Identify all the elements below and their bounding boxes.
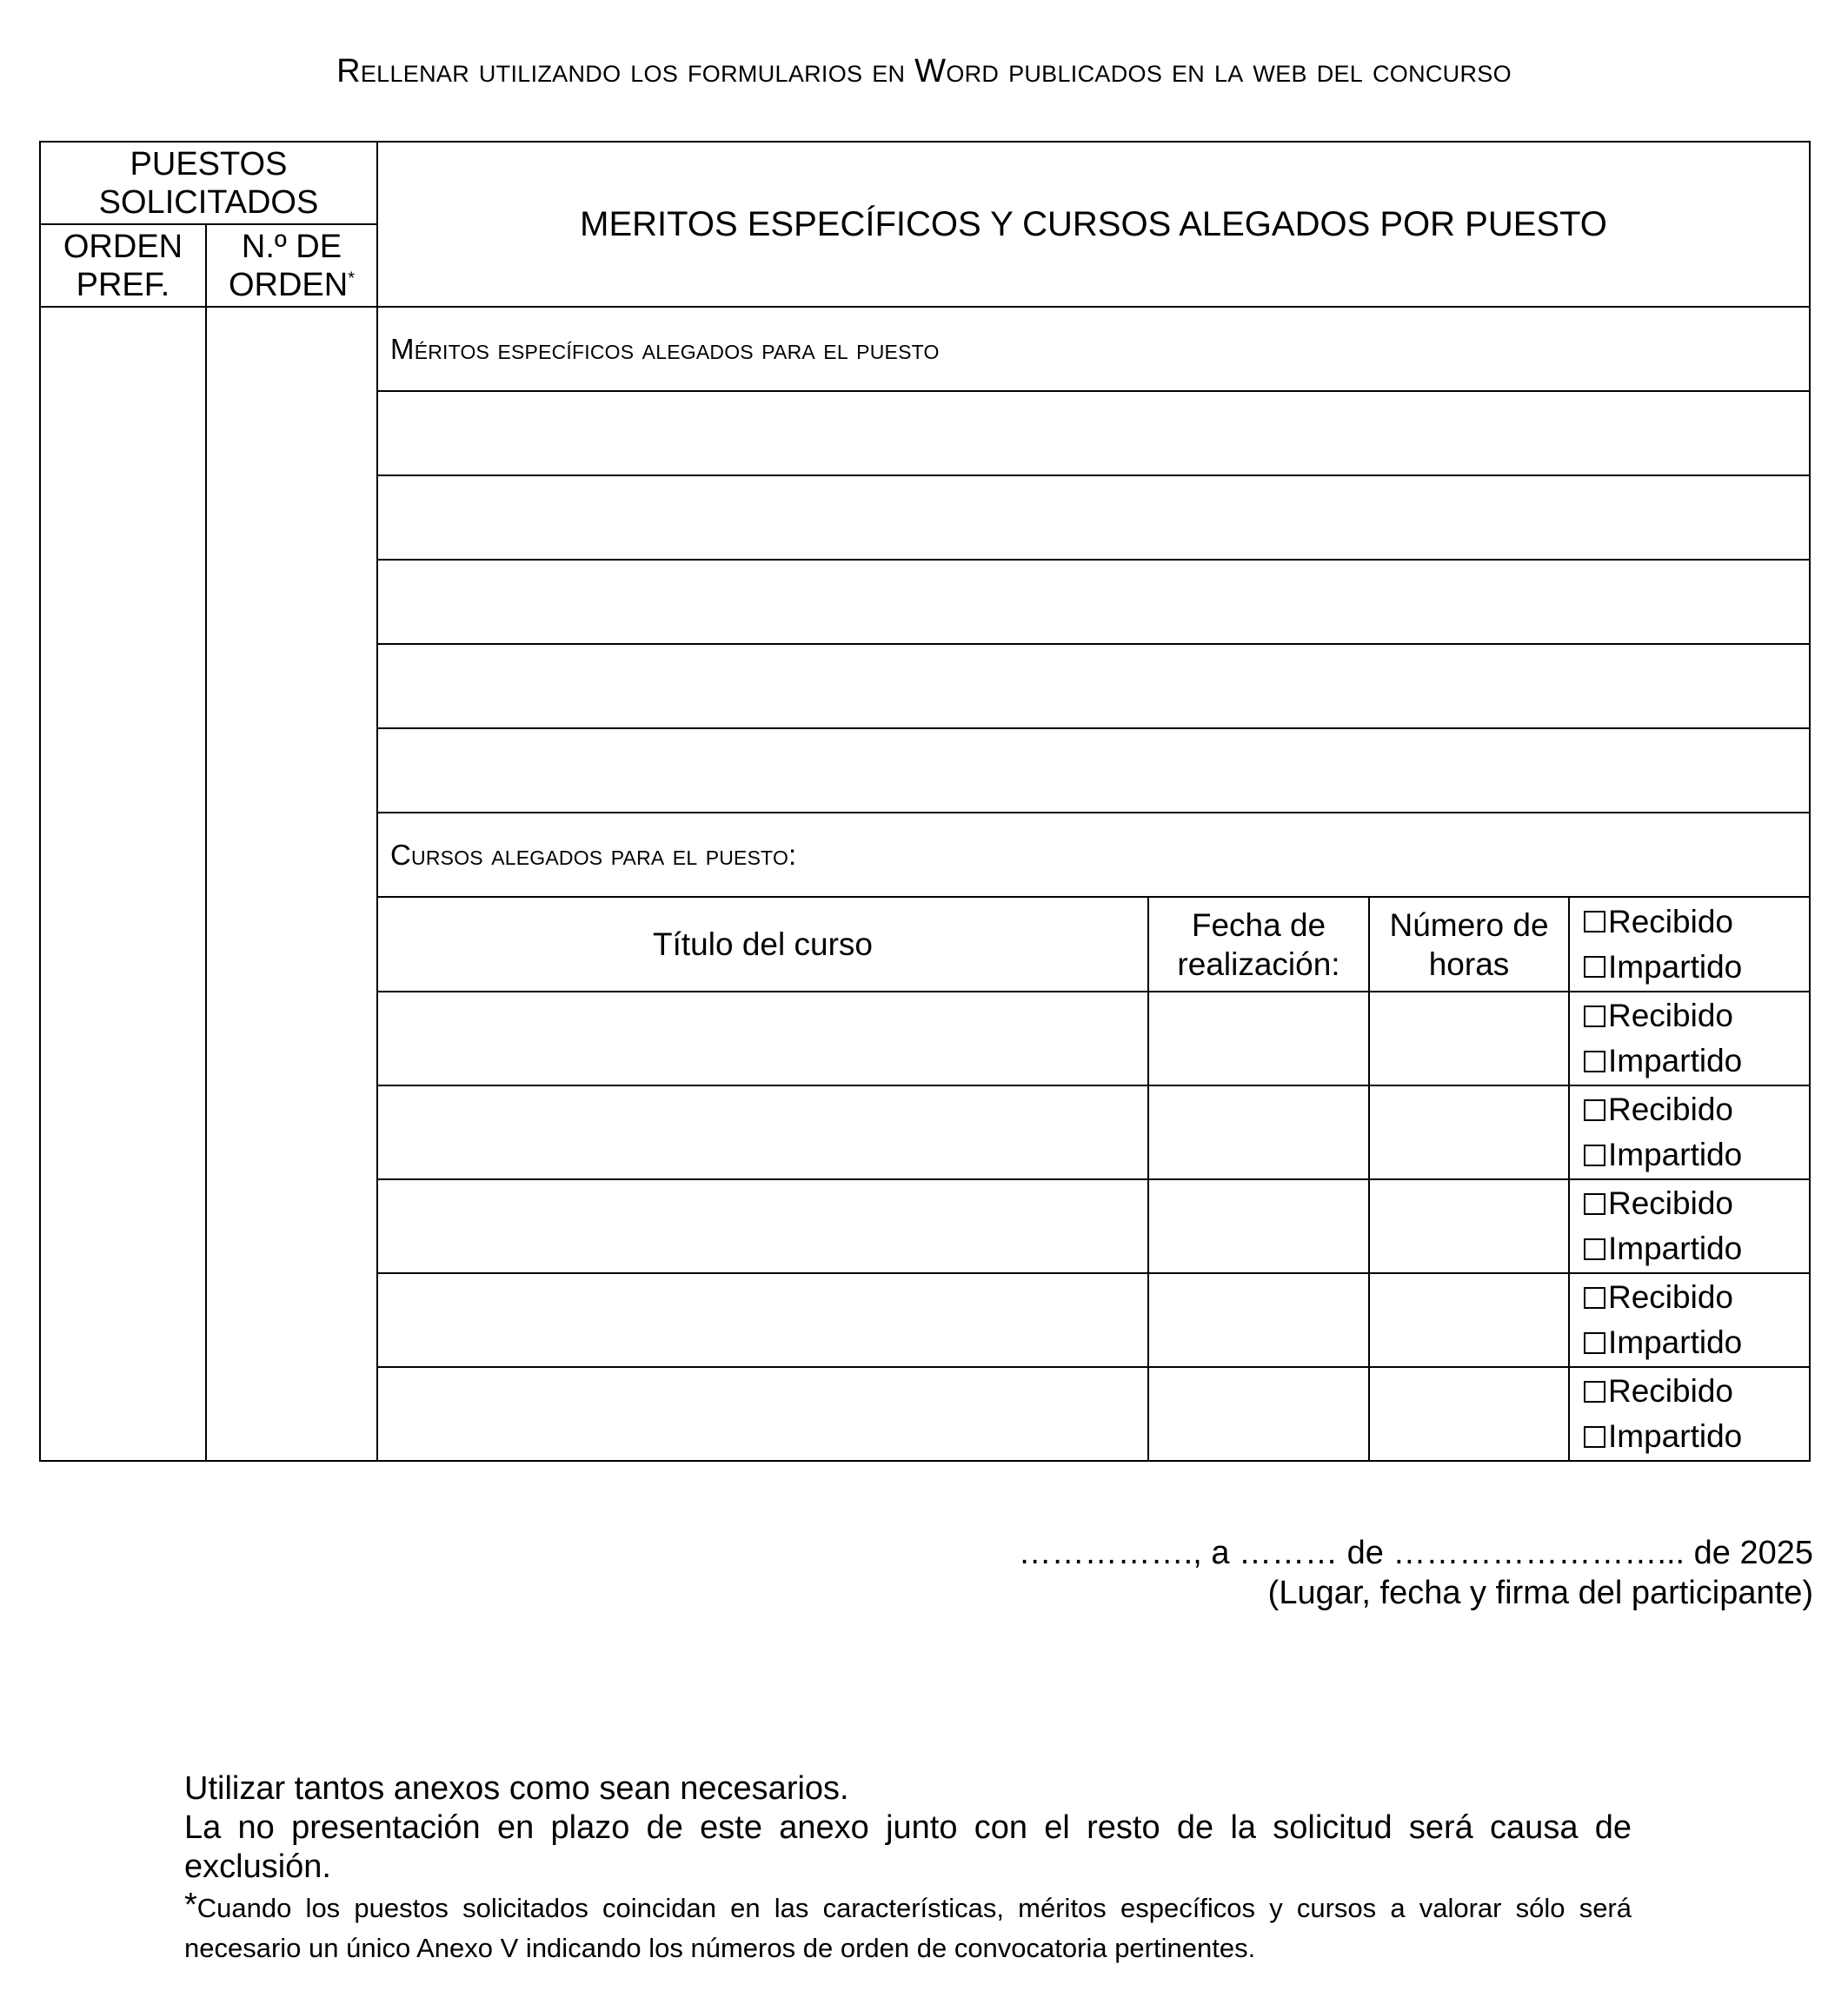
impartido-label: Impartido bbox=[1608, 1231, 1743, 1266]
recibido-label: Recibido bbox=[1608, 1185, 1733, 1221]
n-orden-asterisk: * bbox=[348, 268, 356, 288]
recibido-label: Recibido bbox=[1608, 1373, 1733, 1409]
col-horas-line2: horas bbox=[1428, 946, 1510, 982]
col-horas-line1: Número de bbox=[1389, 906, 1549, 943]
impartido-checkbox[interactable] bbox=[1584, 1332, 1605, 1354]
signature-block bbox=[1019, 1533, 1813, 1613]
orden-pref-line2: PREF. bbox=[76, 266, 170, 303]
n-orden-line1: N.º DE bbox=[241, 228, 342, 265]
curso-horas-input[interactable] bbox=[1369, 1085, 1569, 1179]
meritos-section-text: Méritos específicos alegados para el puesto bbox=[390, 332, 940, 365]
n-orden-input[interactable] bbox=[206, 307, 377, 1461]
recibido-checkbox[interactable] bbox=[1584, 1381, 1605, 1403]
curso-horas-input[interactable] bbox=[1369, 992, 1569, 1085]
impartido-checkbox[interactable] bbox=[1584, 1051, 1605, 1072]
n-orden-header bbox=[206, 224, 377, 307]
impartido-label: Impartido bbox=[1608, 1324, 1743, 1360]
signature-caption: (Lugar, fecha y firma del participante) bbox=[1267, 1575, 1813, 1611]
merito-input-row[interactable] bbox=[377, 644, 1810, 728]
curso-fecha-input[interactable] bbox=[1148, 1367, 1369, 1461]
recibido-checkbox[interactable] bbox=[1584, 1099, 1605, 1121]
anexo-form-table bbox=[39, 141, 1811, 1462]
course-type-options bbox=[1569, 897, 1810, 992]
footnote-line3: Cuando los puestos solicitados coincidan en las características, méritos específicos y cursos a valorar sólo será necesario un único Anexo V indicando los números de orden de convocatoria pertinentes. bbox=[184, 1893, 1632, 1963]
curso-fecha-input[interactable] bbox=[1148, 1085, 1369, 1179]
curso-fecha-input[interactable] bbox=[1148, 992, 1369, 1085]
merito-input-row[interactable] bbox=[377, 560, 1810, 644]
curso-titulo-input[interactable] bbox=[377, 1367, 1148, 1461]
curso-horas-input[interactable] bbox=[1369, 1367, 1569, 1461]
footnote-line2: La no presentación en plazo de este anexo junto con el resto de la solicitud será causa de exclusión. bbox=[184, 1809, 1632, 1885]
puestos-solicitados-header bbox=[40, 142, 377, 224]
recibido-label: Recibido bbox=[1608, 1092, 1733, 1127]
course-type-options bbox=[1569, 1085, 1810, 1179]
puestos-label-line2: SOLICITADOS bbox=[98, 183, 319, 221]
col-fecha-line1: Fecha de bbox=[1191, 906, 1326, 943]
header-note: Rellenar utilizando los formularios en Word publicados en la web del concurso bbox=[336, 53, 1512, 90]
merito-input-row[interactable] bbox=[377, 475, 1810, 560]
curso-titulo-input[interactable] bbox=[377, 992, 1148, 1085]
footnote-line1: Utilizar tantos anexos como sean necesarios. bbox=[184, 1770, 849, 1807]
n-orden-line2: ORDEN bbox=[228, 266, 349, 303]
impartido-checkbox[interactable] bbox=[1584, 1426, 1605, 1448]
curso-titulo-input[interactable] bbox=[377, 1273, 1148, 1367]
recibido-label: Recibido bbox=[1608, 1279, 1733, 1315]
course-type-options bbox=[1569, 1273, 1810, 1367]
col-fecha-header bbox=[1148, 897, 1369, 992]
place-date-line[interactable]: ……………., a ……… de ……………………... de 2025 bbox=[1018, 1535, 1813, 1571]
merito-input-row[interactable] bbox=[377, 728, 1810, 813]
col-titulo-header bbox=[377, 897, 1148, 992]
course-type-options bbox=[1569, 1179, 1810, 1273]
impartido-checkbox[interactable] bbox=[1584, 1238, 1605, 1260]
col-horas-header bbox=[1369, 897, 1569, 992]
footnote-star: * bbox=[184, 1887, 197, 1923]
recibido-label: Recibido bbox=[1608, 998, 1733, 1033]
curso-horas-input[interactable] bbox=[1369, 1179, 1569, 1273]
impartido-checkbox[interactable] bbox=[1584, 956, 1605, 978]
orden-pref-input[interactable] bbox=[40, 307, 206, 1461]
impartido-label: Impartido bbox=[1608, 948, 1743, 985]
impartido-label: Impartido bbox=[1608, 1418, 1743, 1454]
puestos-label-line1: PUESTOS bbox=[130, 145, 288, 183]
recibido-checkbox[interactable] bbox=[1584, 1193, 1605, 1215]
recibido-checkbox[interactable] bbox=[1584, 1006, 1605, 1027]
main-title: MERITOS ESPECÍFICOS Y CURSOS ALEGADOS POR PUESTO bbox=[580, 204, 1607, 243]
recibido-checkbox[interactable] bbox=[1584, 1287, 1605, 1309]
orden-pref-header bbox=[40, 224, 206, 307]
cursos-section-text: Cursos alegados para el puesto: bbox=[390, 838, 797, 871]
orden-pref-line1: ORDEN bbox=[63, 228, 183, 265]
course-type-options bbox=[1569, 992, 1810, 1085]
curso-fecha-input[interactable] bbox=[1148, 1273, 1369, 1367]
meritos-section-label bbox=[377, 307, 1810, 391]
curso-horas-input[interactable] bbox=[1369, 1273, 1569, 1367]
recibido-checkbox[interactable] bbox=[1584, 911, 1605, 932]
curso-titulo-input[interactable] bbox=[377, 1085, 1148, 1179]
impartido-label: Impartido bbox=[1608, 1137, 1743, 1172]
impartido-label: Impartido bbox=[1608, 1043, 1743, 1079]
col-fecha-line2: realización: bbox=[1177, 946, 1340, 982]
col-titulo-label: Título del curso bbox=[653, 926, 873, 962]
course-type-options bbox=[1569, 1367, 1810, 1461]
impartido-checkbox[interactable] bbox=[1584, 1145, 1605, 1166]
footnote-asterisk-note bbox=[184, 1888, 1632, 1968]
footnotes bbox=[184, 1769, 1632, 1968]
merito-input-row[interactable] bbox=[377, 391, 1810, 475]
cursos-section-label bbox=[377, 813, 1810, 897]
curso-titulo-input[interactable] bbox=[377, 1179, 1148, 1273]
curso-fecha-input[interactable] bbox=[1148, 1179, 1369, 1273]
main-title-cell bbox=[377, 142, 1810, 307]
recibido-label: Recibido bbox=[1608, 903, 1733, 939]
